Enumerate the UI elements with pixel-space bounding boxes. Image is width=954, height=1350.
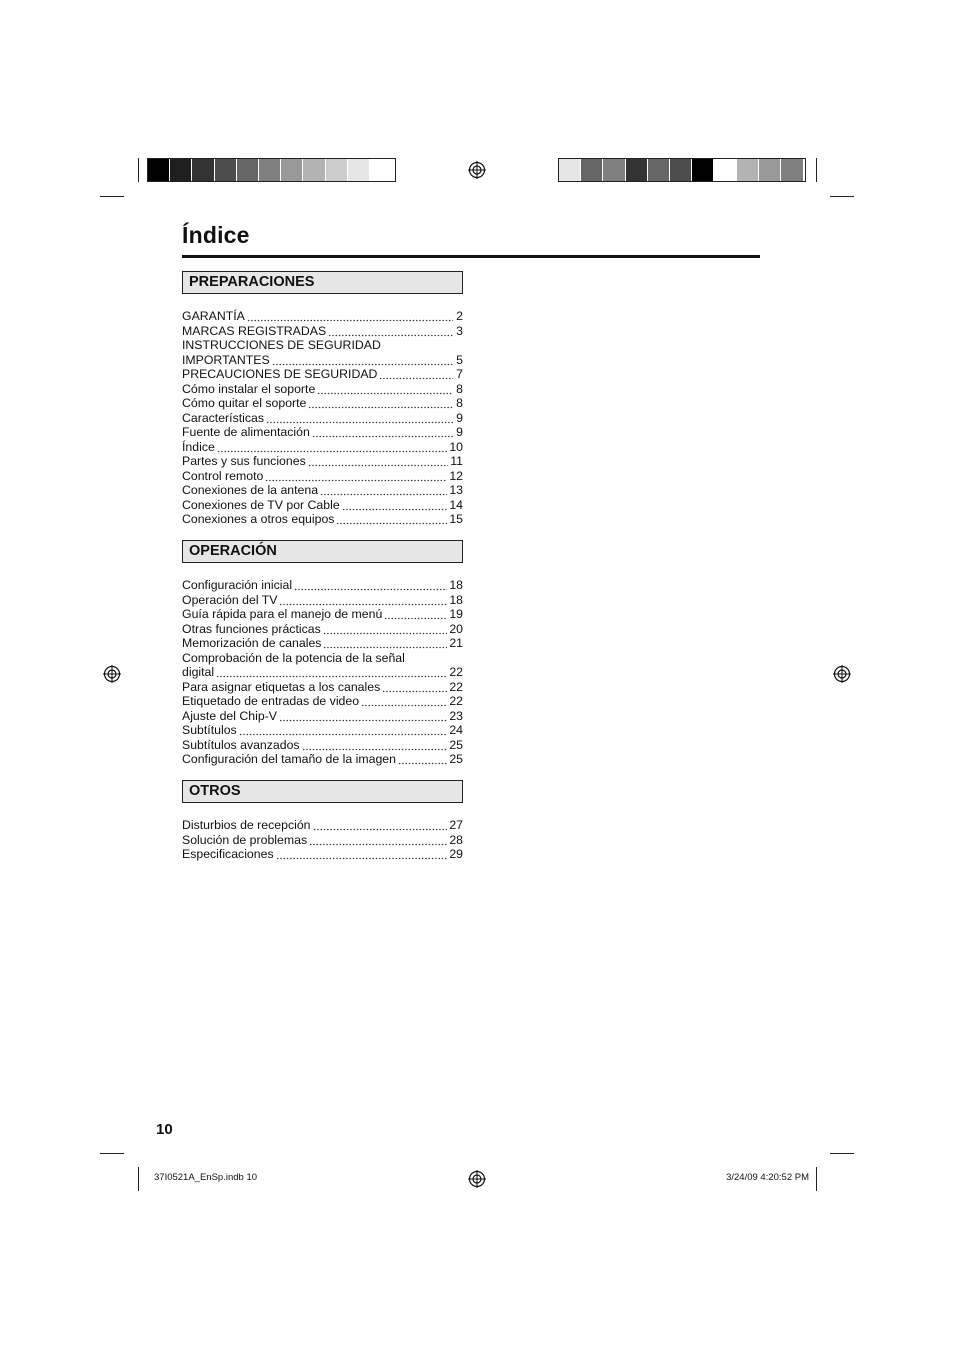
- toc-entry-label: Ajuste del Chip-V: [182, 708, 278, 723]
- dot-leader: [342, 498, 448, 513]
- dot-leader: [384, 607, 447, 622]
- section-preparaciones: [182, 271, 463, 527]
- dot-leader: [308, 454, 449, 469]
- crop-mark: [100, 1153, 124, 1154]
- section-otros: [182, 780, 463, 862]
- toc-entry-label: Especificaciones: [182, 847, 274, 861]
- toc-entry: [182, 593, 463, 608]
- dot-leader: [379, 367, 453, 382]
- dot-leader: [294, 578, 447, 593]
- toc-entry: [182, 382, 463, 397]
- registration-mark-icon: [103, 665, 121, 683]
- page-number: 10: [156, 1121, 173, 1138]
- color-swatch: [737, 159, 759, 181]
- color-swatch: [603, 159, 625, 181]
- color-swatch: [237, 159, 259, 181]
- color-swatch: [559, 159, 581, 181]
- toc-entry-page: 22: [449, 679, 463, 694]
- toc-entry-page: 25: [449, 737, 463, 752]
- color-swatch: [759, 159, 781, 181]
- color-swatch: [648, 159, 670, 181]
- crop-mark: [138, 158, 139, 182]
- registration-mark-icon: [468, 1170, 486, 1188]
- toc-entry-page: 9: [456, 410, 463, 425]
- toc-entry-page: 20: [449, 621, 463, 636]
- color-swatch: [370, 159, 392, 181]
- toc-entry-label: GARANTÍA: [182, 309, 245, 323]
- toc-entry: [182, 396, 463, 411]
- toc-entry-page: 10: [449, 439, 463, 454]
- toc-entry-label: Subtítulos avanzados: [182, 737, 300, 752]
- color-swatch: [326, 159, 348, 181]
- toc-entry: [182, 440, 463, 455]
- toc-entry-label: Comprobación de la potencia de la señal: [182, 650, 405, 665]
- toc-entry-page: 27: [449, 818, 463, 832]
- toc-entry-page: 18: [449, 578, 463, 592]
- color-swatch: [348, 159, 370, 181]
- dot-leader: [308, 396, 453, 411]
- color-bar-left: [147, 158, 396, 182]
- toc-entry: [182, 338, 463, 353]
- toc-entry: [182, 498, 463, 513]
- color-swatch: [670, 159, 692, 181]
- title-rule: [182, 255, 760, 258]
- crop-mark: [830, 196, 854, 197]
- toc-entry: [182, 512, 463, 527]
- toc-entry-page: 5: [456, 352, 463, 367]
- toc-entry-page: 3: [456, 323, 463, 338]
- toc-entry-page: 7: [456, 367, 463, 381]
- color-swatch: [281, 159, 303, 181]
- dot-leader: [247, 309, 453, 324]
- dot-leader: [382, 680, 447, 695]
- color-swatch: [215, 159, 237, 181]
- toc-entry-label: Cómo instalar el soporte: [182, 381, 316, 396]
- toc-entry: [182, 469, 463, 484]
- toc-entry-label: Conexiones de TV por Cable: [182, 497, 340, 512]
- dot-leader: [323, 622, 448, 637]
- crop-mark: [816, 1167, 817, 1191]
- dot-leader: [398, 752, 447, 767]
- toc-entry: [182, 818, 463, 833]
- toc-entry-label: IMPORTANTES: [182, 352, 270, 367]
- toc-entry-label: MARCAS REGISTRADAS: [182, 323, 327, 338]
- color-swatch: [170, 159, 192, 181]
- toc-entry: [182, 367, 463, 382]
- toc-entry-page: 12: [449, 468, 463, 483]
- toc-entry: [182, 425, 463, 440]
- toc-entry-page: 23: [449, 708, 463, 723]
- toc-entry: [182, 636, 463, 651]
- toc-entry-label: INSTRUCCIONES DE SEGURIDAD: [182, 338, 381, 352]
- dot-leader: [217, 440, 447, 455]
- color-swatch: [692, 159, 714, 181]
- toc-entry-label: Otras funciones prácticas: [182, 621, 321, 636]
- toc-entry-page: 22: [449, 665, 463, 679]
- toc-entry: [182, 622, 463, 637]
- toc-list: [182, 818, 463, 862]
- page-title: Índice: [182, 222, 250, 248]
- toc-entry-label: Índice: [182, 439, 215, 454]
- crop-mark: [830, 1153, 854, 1154]
- footer-timestamp: 3/24/09 4:20:52 PM: [726, 1172, 809, 1183]
- dot-leader: [216, 665, 447, 680]
- dot-leader: [272, 353, 453, 368]
- section-operacion: [182, 540, 463, 767]
- toc-entry-label: Partes y sus funciones: [182, 454, 306, 468]
- registration-mark-icon: [468, 161, 486, 179]
- dot-leader: [328, 324, 453, 339]
- color-swatch: [259, 159, 281, 181]
- toc-entry-page: 24: [449, 723, 463, 737]
- color-bar-right: [558, 158, 806, 182]
- toc-entry-page: 8: [456, 381, 463, 396]
- dot-leader: [265, 469, 447, 484]
- dot-leader: [361, 694, 447, 709]
- toc-entry-page: 8: [456, 396, 463, 410]
- toc-entry-label: Subtítulos: [182, 723, 237, 737]
- toc-entry: [182, 833, 463, 848]
- toc-entry-page: 29: [449, 847, 463, 861]
- color-swatch: [781, 159, 803, 181]
- toc-entry: [182, 353, 463, 368]
- toc-entry-label: Conexiones a otros equipos: [182, 512, 335, 526]
- toc-entry-label: digital: [182, 665, 215, 679]
- toc-entry-label: Configuración del tamaño de la imagen: [182, 752, 396, 766]
- toc-entry-page: 2: [456, 309, 463, 323]
- toc-entry: [182, 709, 463, 724]
- toc-entry-label: Memorización de canales: [182, 636, 322, 650]
- toc-entry-label: Etiquetado de entradas de video: [182, 694, 360, 708]
- dot-leader: [309, 833, 447, 848]
- dot-leader: [313, 818, 448, 833]
- dot-leader: [320, 483, 447, 498]
- toc-entry: [182, 665, 463, 680]
- toc-entry-label: Configuración inicial: [182, 578, 293, 592]
- toc-entry-label: Solución de problemas: [182, 832, 308, 847]
- toc-entry-page: 13: [449, 483, 463, 497]
- toc-entry-label: Fuente de alimentación: [182, 425, 310, 439]
- color-swatch: [714, 159, 736, 181]
- crop-mark: [816, 158, 817, 182]
- toc-entry: [182, 651, 463, 666]
- toc-entry: [182, 324, 463, 339]
- dot-leader: [276, 847, 448, 862]
- crop-mark: [100, 196, 124, 197]
- section-heading: OPERACIÓN: [182, 540, 463, 563]
- toc-entry-page: 19: [449, 607, 463, 621]
- toc-entry-page: 22: [449, 694, 463, 708]
- toc-entry: [182, 454, 463, 469]
- dot-leader: [266, 411, 453, 426]
- toc-list: [182, 578, 463, 767]
- toc-entry-label: Operación del TV: [182, 592, 278, 607]
- dot-leader: [302, 738, 448, 753]
- dot-leader: [323, 636, 447, 651]
- toc-entry-page: 28: [449, 832, 463, 847]
- toc-entry-page: 15: [449, 512, 463, 526]
- toc-entry-label: Para asignar etiquetas a los canales: [182, 679, 381, 694]
- toc-entry: [182, 578, 463, 593]
- section-heading: PREPARACIONES: [182, 271, 463, 294]
- toc-entry-label: Conexiones de la antena: [182, 483, 319, 497]
- color-swatch: [303, 159, 325, 181]
- toc-entry: [182, 411, 463, 426]
- toc-entry-page: 25: [449, 752, 463, 766]
- toc-entry: [182, 752, 463, 767]
- crop-mark: [138, 1167, 139, 1191]
- dot-leader: [317, 382, 453, 397]
- toc-entry: [182, 483, 463, 498]
- toc-entry: [182, 847, 463, 862]
- dot-leader: [312, 425, 453, 440]
- toc-entry-label: Guía rápida para el manejo de menú: [182, 607, 383, 621]
- toc-entry-page: 21: [449, 636, 463, 650]
- toc-entry-label: Cómo quitar el soporte: [182, 396, 307, 410]
- toc-entry: [182, 607, 463, 622]
- toc-entry-page: 14: [449, 497, 463, 512]
- toc-entry: [182, 738, 463, 753]
- color-swatch: [581, 159, 603, 181]
- section-heading: OTROS: [182, 780, 463, 803]
- toc-entry-label: PRECAUCIONES DE SEGURIDAD: [182, 367, 378, 381]
- color-swatch: [192, 159, 214, 181]
- toc-entry: [182, 680, 463, 695]
- dot-leader: [336, 512, 447, 527]
- color-swatch: [626, 159, 648, 181]
- toc-entry-label: Disturbios de recepción: [182, 818, 311, 832]
- dot-leader: [279, 709, 447, 724]
- toc-entry-page: 9: [456, 425, 463, 439]
- footer-file-info: 37I0521A_EnSp.indb 10: [154, 1172, 258, 1183]
- toc-entry: [182, 694, 463, 709]
- toc-entry-page: 18: [449, 592, 463, 607]
- color-swatch: [148, 159, 170, 181]
- dot-leader: [239, 723, 448, 738]
- toc-list: [182, 309, 463, 527]
- toc-entry-label: Control remoto: [182, 468, 264, 483]
- toc-entry: [182, 309, 463, 324]
- toc-entry-page: 11: [450, 454, 463, 468]
- dot-leader: [279, 593, 447, 608]
- registration-mark-icon: [833, 665, 851, 683]
- toc-entry: [182, 723, 463, 738]
- toc-entry-label: Características: [182, 410, 265, 425]
